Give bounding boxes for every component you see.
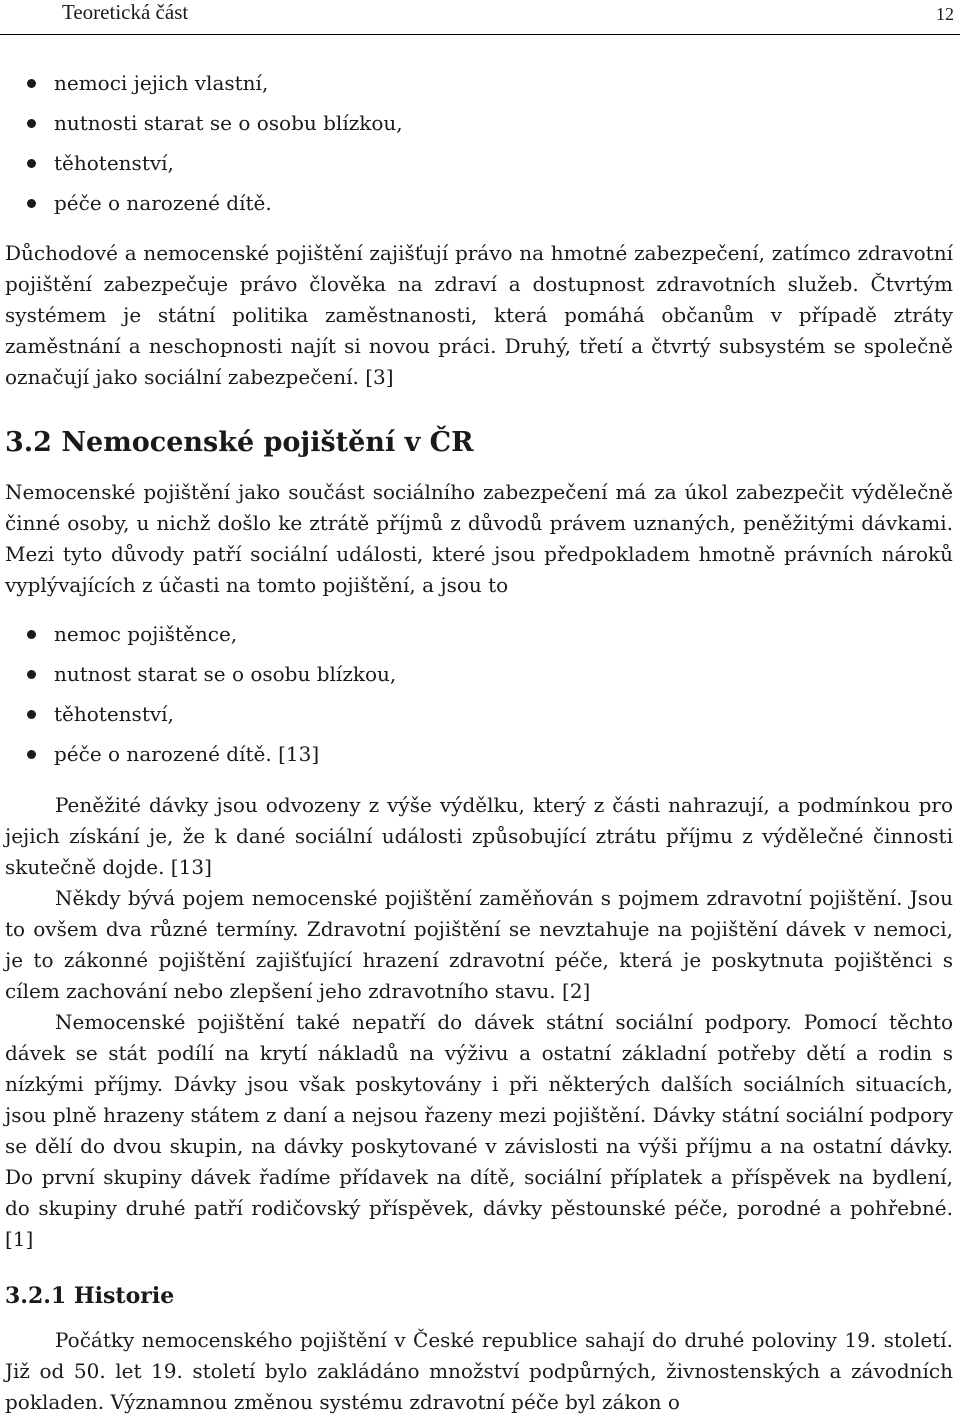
paragraph: Někdy bývá pojem nemocenské pojištění zaměňován s pojmem zdravotní pojištění. Jsou to ovšem dva různé termíny. Zdravotní pojištění se nevztahuje na pojištění dávek v nemoci, je to zákonné pojištění zajišťující hrazení zdravotní péče, která je poskytnuta pojištěnci s cílem zachování nebo zlepšení jeho zdravotního stavu. [2] (5, 886, 953, 1003)
section-heading: 3.2 Nemocenské pojištění v ČR (5, 427, 474, 458)
paragraph: Důchodové a nemocenské pojištění zajišťují právo na hmotné zabezpečení, zatímco zdravotní pojištění zabezpečuje právo člověka na zdraví a dostupnost zdravotních služeb. Čtvrtým systémem je státní politika zaměstnanosti, která pomáhá občanům v případě ztráty zaměstnání a neschopnosti najít si novou práci. Druhý, třetí a čtvrtý subsystém se společně označují jako sociální zabezpečení. [3] (5, 241, 953, 389)
list-item: nutnost starat se o osobu blízkou, (5, 654, 953, 694)
subsection-heading: 3.2.1 Historie (5, 1283, 175, 1309)
page-number: 12 (936, 4, 954, 24)
list-item: nutnosti starat se o osobu blízkou, (5, 103, 953, 143)
list-item: péče o narozené dítě. [13] (5, 734, 953, 774)
list-item: těhotenství, (5, 143, 953, 183)
paragraph: Nemocenské pojištění jako součást sociálního zabezpečení má za úkol zabezpečit výdělečně činné osoby, u nichž došlo ke ztrátě příjmů z důvodů právem uznaných, peněžitými dávkami. Mezi tyto důvody patří sociální události, které jsou předpokladem hmotně právních nároků vyplývajících z účasti na tomto pojištění, a jsou to (5, 480, 953, 597)
paragraph: Nemocenské pojištění také nepatří do dávek státní sociální podpory. Pomocí těchto dávek se stát podílí na krytí nákladů na výživu a ostatní základní potřeby dětí a rodin s nízkými příjmy. Dávky jsou však poskytovány i při některých dalších sociálních situacích, jsou plně hrazeny státem z daní a nejsou řazeny mezi pojištění. Dávky státní sociální podpory se dělí do dvou skupin, na dávky poskytované v závislosti na výši příjmu a na ostatní dávky. Do první skupiny dávek řadíme přídavek na dítě, sociální příplatek a příspěvek na bydlení, do skupiny druhé patří rodičovský příspěvek, dávky pěstounské péče, porodné a pohřebné. [1] (5, 1010, 953, 1251)
header-section-title: Teoretická část (62, 0, 189, 24)
bullet-list-social-events (5, 614, 953, 774)
list-item: nemoc pojištěnce, (5, 614, 953, 654)
list-item: nemoci jejich vlastní, (5, 63, 953, 103)
list-item: těhotenství, (5, 694, 953, 734)
bullet-list-social-events-intro (5, 63, 953, 223)
paragraph: Počátky nemocenského pojištění v České republice sahají do druhé poloviny 19. století. Již od 50. let 19. století bylo zakládáno množství podpůrných, živnostenských a závodních pokladen. Významnou změnou systému zdravotní péče byl zákon o (5, 1328, 953, 1414)
paragraph: Peněžité dávky jsou odvozeny z výše výdělku, který z části nahrazují, a podmínkou pro jejich získání je, že k dané sociální události způsobující ztrátu příjmu z výdělečné činnosti skutečně dojde. [13] (5, 793, 953, 879)
running-header (0, 0, 960, 35)
list-item: péče o narozené dítě. (5, 183, 953, 223)
page-content (5, 52, 953, 1418)
